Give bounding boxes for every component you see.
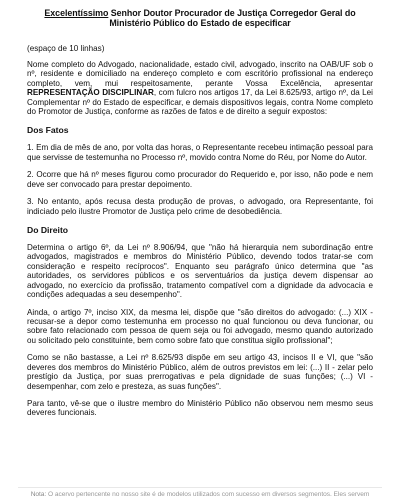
footer-note — [0, 491, 400, 498]
section-title-fatos: Dos Fatos — [27, 125, 69, 136]
direito-paragraph-1: Determina o artigo 6º, da Lei nº 8.906/94, que "não há hierarquia nem subordinação entre advogados, magistrados e membros do Ministério Público, devendo todos tratar-se com consideração e respeito recíprocos". Enquanto seu parágrafo único determina que "as autoridades, os servidores públicos e os serventuários da justiça devem dispensar ao advogado, no exercício da profissão, tratamento compatível com a dignidade da advocacia e condições adequadas a seu desempenho". — [27, 243, 373, 300]
intro-text-c: , com fulcro nos artigos 17, da Lei 8.625/93, artigo nº, da Lei Complementar nº do Estado de especificar, e demais dispositivos legais, contra Nome completo do Promotor de Justiça, conforme as razões de fatos e de direito a seguir expostos: — [27, 88, 373, 117]
direito-paragraph-2: Ainda, o artigo 7º, inciso XIX, da mesma lei, dispõe que "são direitos do advogado: (...) XIX - recusar-se a depor como testemunha em processo no qual funcionou ou deva funcionar, ou sobre fato relacionado com pessoa de quem seja ou foi advogado, mesmo quando autorizado ou solicitado pelo constituinte, bem como sobre fato que constitua sigilo profissional"; — [27, 307, 373, 345]
spacing-note: (espaço de 10 linhas) — [27, 44, 105, 53]
intro-bold-term: REPRESENTAÇÃO DISCIPLINAR — [27, 88, 154, 98]
footer-note-text: O acervo pertencente no nosso site é de modelos utilizados com sucesso em diversos segmentos. Eles servem — [46, 491, 370, 498]
fatos-paragraph-3: 3. No entanto, após recusa desta produção de provas, o advogado, ora Representante, foi indiciado pelo ilustre Promotor de Justiça pelo crime de desobediência. — [27, 197, 373, 216]
title-highlight: Excelentíssimo — [44, 8, 109, 18]
footer-note-label: Nota: — [30, 491, 47, 498]
section-title-direito: Do Direito — [27, 225, 69, 236]
title-rest: Senhor Doutor Procurador de Justiça Corregedor Geral do Ministério Público do Estado de especificar — [108, 8, 356, 28]
document-title — [27, 8, 373, 28]
fatos-paragraph-1: 1. Em dia de mês de ano, por volta das horas, o Representante recebeu intimação pessoal para que servisse de testemunha no Processo nº, movido contra Nome do Réu, por Nome do Autor. — [27, 143, 373, 162]
direito-paragraph-4: Para tanto, vê-se que o ilustre membro do Ministério Público não observou nem mesmo seus deveres funcionais. — [27, 399, 373, 418]
direito-paragraph-3: Como se não bastasse, a Lei nº 8.625/93 dispõe em seu artigo 43, incisos II e VI, que "são deveres dos membros do Ministério Público, além de outros previstos em lei: (...) II - zelar pelo prestígio da Justiça, por suas prerrogativas e pela dignidade de suas funções; (...) VI - desempenhar, com zelo e presteza, as suas funções". — [27, 353, 373, 391]
fatos-paragraph-2: 2. Ocorre que há nº meses figurou como procurador do Requerido e, por isso, não pode e nem deve ser convocado para prestar depoimento. — [27, 170, 373, 189]
footer-divider — [18, 487, 382, 488]
intro-text-a: Nome completo do Advogado, nacionalidade, estado civil, advogado, inscrito na OAB/UF sob o nº, residente e domiciliado na endereço completo e com escritório profissional na endereço completo, vem, mui respeitosamente, perante Vossa Excelência, apresentar — [27, 60, 373, 88]
intro-paragraph — [27, 60, 373, 116]
